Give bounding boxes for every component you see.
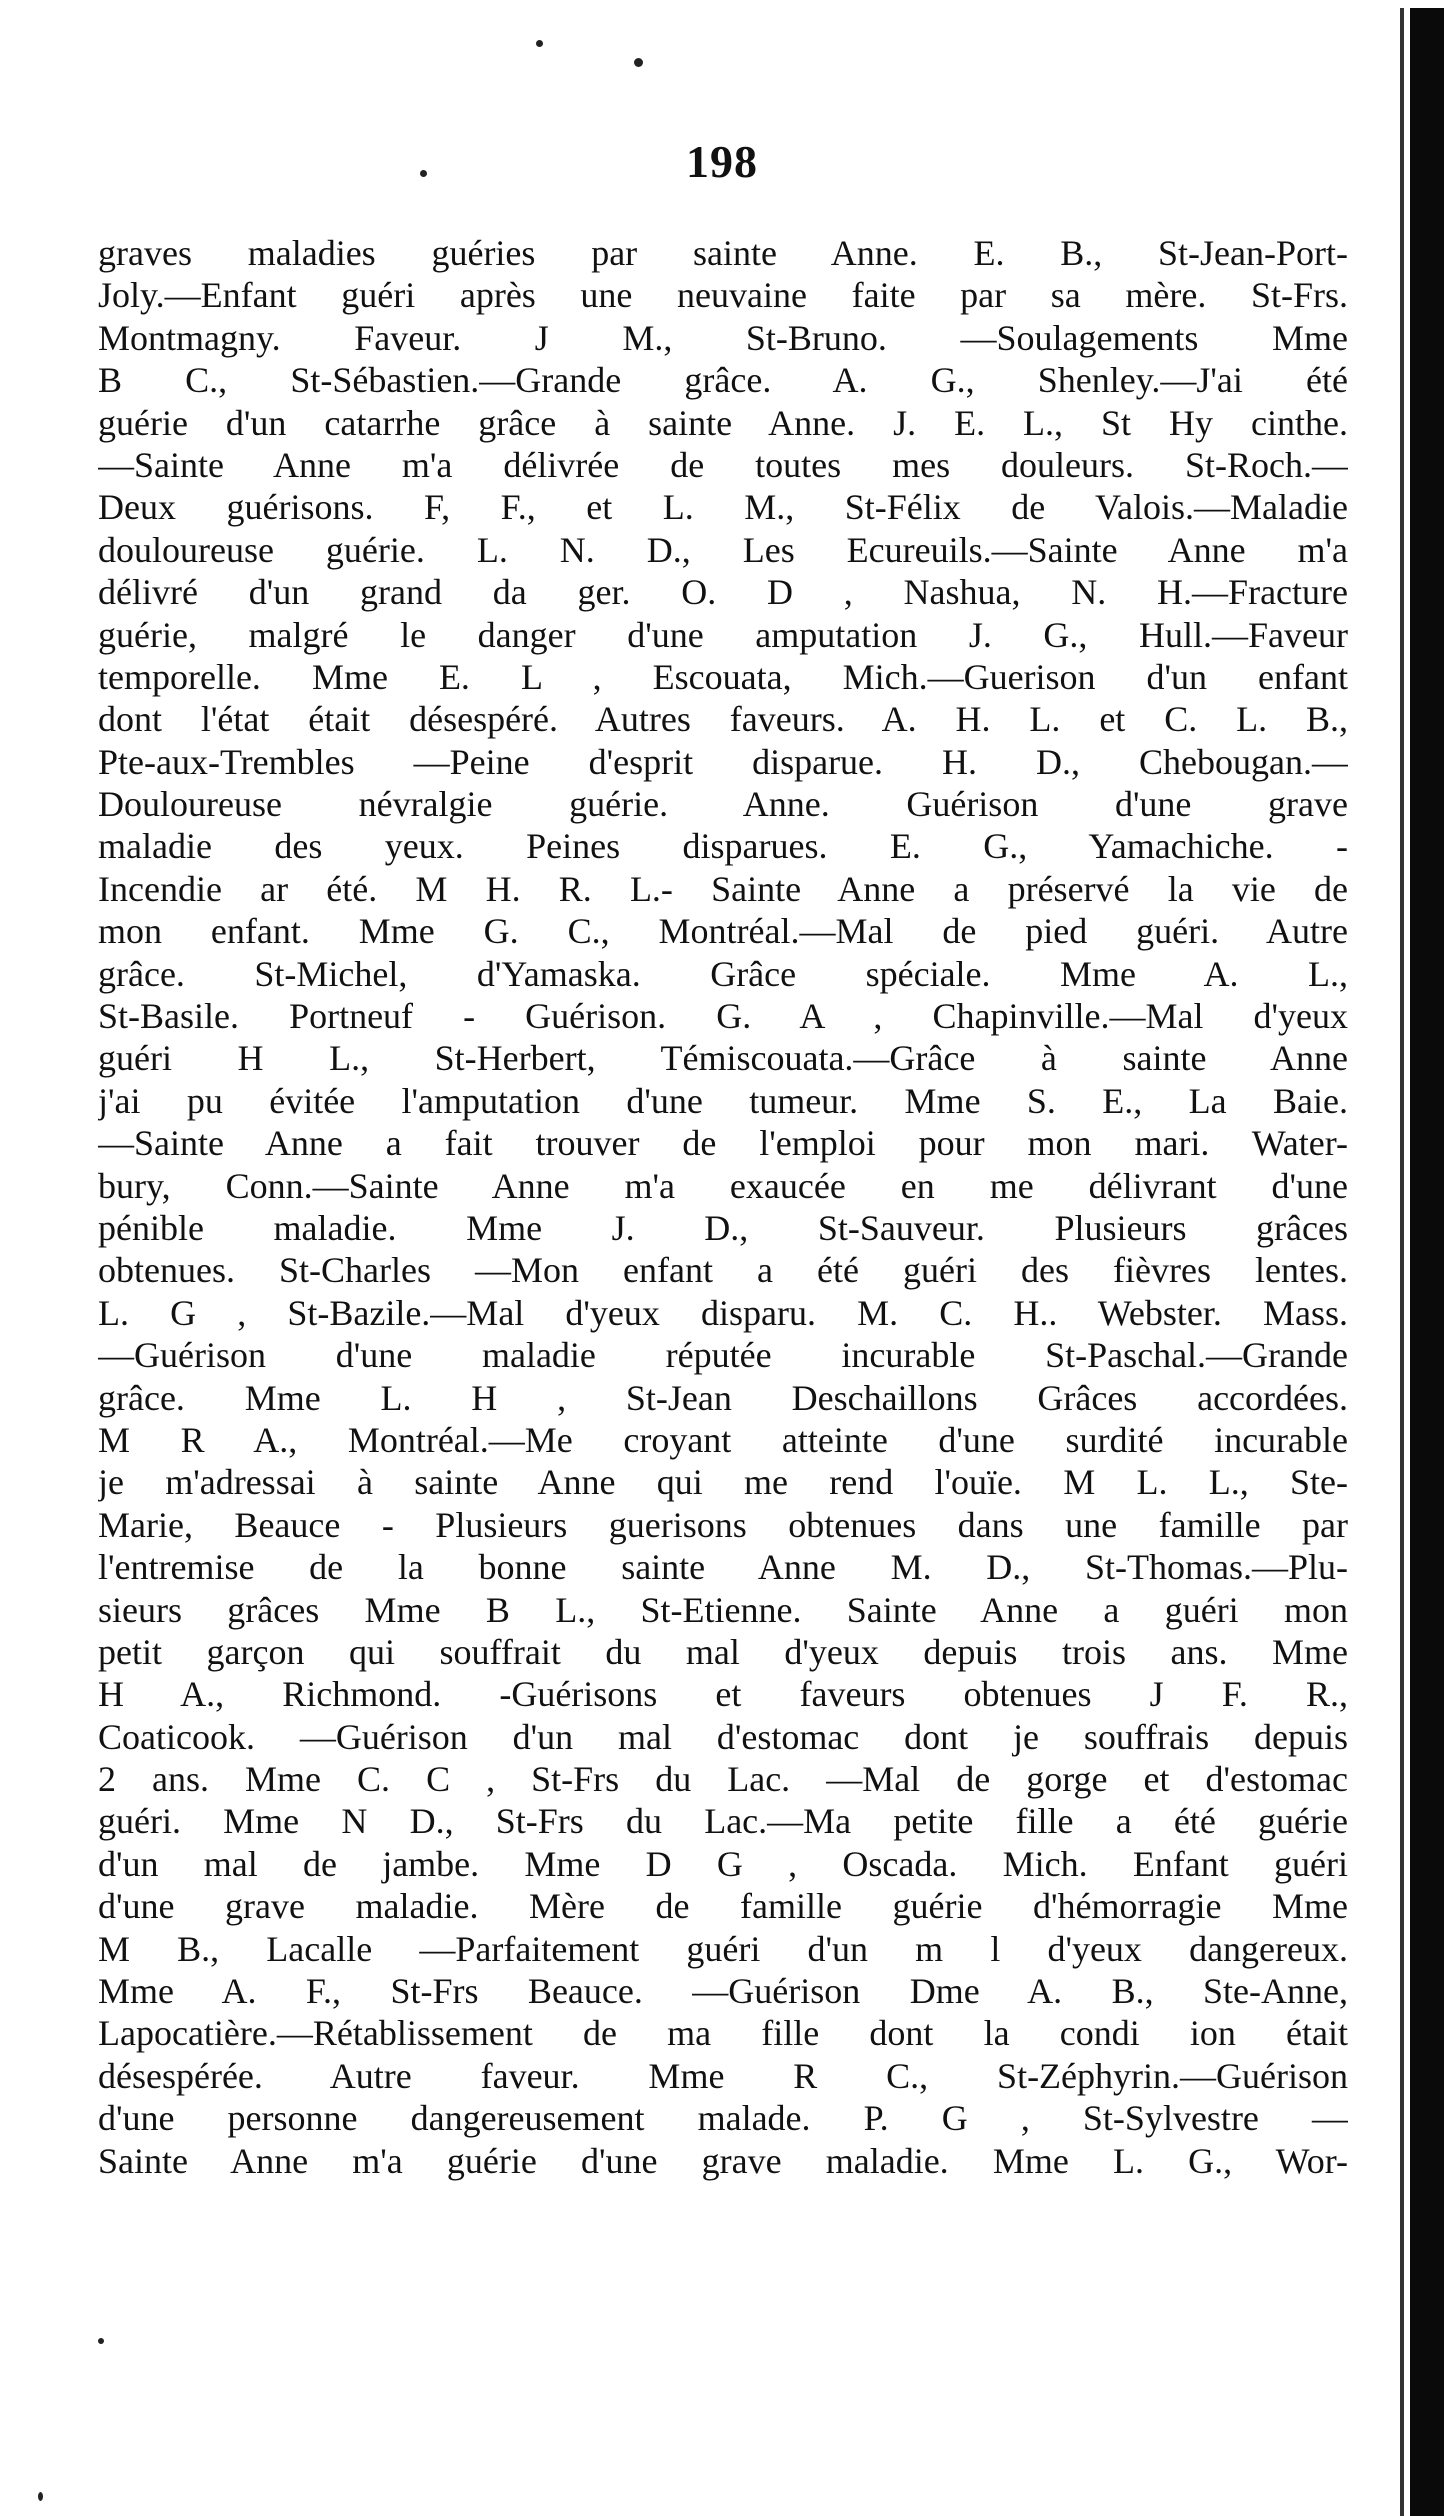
text-line: je m'adressai à sainte Anne qui me rend l'ouïe. M L. L., Ste- <box>98 1462 1348 1503</box>
text-line: petit garçon qui souffrait du mal d'yeux depuis trois ans. Mme <box>98 1631 1348 1672</box>
text-line: 2 ans. Mme C. C , St-Frs du Lac. —Mal de gorge et d'estomac <box>98 1759 1348 1800</box>
text-line: Pte-aux-Trembles —Peine d'esprit disparue. H. D., Chebougan.— <box>98 741 1348 782</box>
text-line: —Guérison d'une maladie réputée incurable St-Paschal.—Grande <box>98 1335 1348 1376</box>
text-line: Incendie ar été. M H. R. L.- Sainte Anne a préservé la vie de <box>98 868 1348 909</box>
speck-mark <box>38 2492 43 2501</box>
speck-mark <box>536 40 543 47</box>
text-line: Douloureuse névralgie guérie. Anne. Guérison d'une grave <box>98 784 1348 825</box>
text-line: sieurs grâces Mme B L., St-Etienne. Sainte Anne a guéri mon <box>98 1589 1348 1630</box>
text-line: pénible maladie. Mme J. D., St-Sauveur. Plusieurs grâces <box>98 1207 1348 1248</box>
text-line: H A., Richmond. -Guérisons et faveurs obtenues J F. R., <box>98 1674 1348 1715</box>
text-line: l'entremise de la bonne sainte Anne M. D., St-Thomas.—Plu- <box>98 1547 1348 1588</box>
text-line: Coaticook. —Guérison d'un mal d'estomac dont je souffrais depuis <box>98 1716 1348 1757</box>
text-line: guéri. Mme N D., St-Frs du Lac.—Ma petite fille a été guérie <box>98 1801 1348 1842</box>
text-line: maladie des yeux. Peines disparues. E. G., Yamachiche. - <box>98 826 1348 867</box>
text-line: désespérée. Autre faveur. Mme R C., St-Zéphyrin.—Guérison <box>98 2055 1348 2096</box>
page-edge-line <box>1400 8 1404 2516</box>
text-line: grâce. Mme L. H , St-Jean Deschaillons Grâces accordées. <box>98 1377 1348 1418</box>
text-line: guéri H L., St-Herbert, Témiscouata.—Grâce à sainte Anne <box>98 1038 1348 1079</box>
text-line: B C., St-Sébastien.—Grande grâce. A. G., Shenley.—J'ai été <box>98 360 1348 401</box>
text-line: M R A., Montréal.—Me croyant atteinte d'une surdité incurable <box>98 1419 1348 1460</box>
text-line: d'une personne dangereusement malade. P. G , St-Sylvestre — <box>98 2098 1348 2139</box>
text-line: Marie, Beauce - Plusieurs guerisons obtenues dans une famille par <box>98 1504 1348 1545</box>
text-line: temporelle. Mme E. L , Escouata, Mich.—Guerison d'un enfant <box>98 656 1348 697</box>
text-line: Deux guérisons. F, F., et L. M., St-Félix de Valois.—Maladie <box>98 487 1348 528</box>
text-line: Montmagny. Faveur. J M., St-Bruno. —Soulagements Mme <box>98 317 1348 358</box>
text-line: graves maladies guéries par sainte Anne. E. B., St-Jean-Port- <box>98 233 1348 273</box>
text-line: Joly.—Enfant guéri après une neuvaine faite par sa mère. St-Frs. <box>98 275 1348 316</box>
text-line: douloureuse guérie. L. N. D., Les Ecureuils.—Sainte Anne m'a <box>98 529 1348 570</box>
text-line: guérie, malgré le danger d'une amputation J. G., Hull.—Faveur <box>98 614 1348 655</box>
text-line: Sainte Anne m'a guérie d'une grave maladie. Mme L. G., Wor- <box>98 2140 1348 2181</box>
text-line: mon enfant. Mme G. C., Montréal.—Mal de pied guéri. Autre <box>98 911 1348 952</box>
text-line: j'ai pu évitée l'amputation d'une tumeur. Mme S. E., La Baie. <box>98 1080 1348 1121</box>
text-line: obtenues. St-Charles —Mon enfant a été guéri des fièvres lentes. <box>98 1250 1348 1291</box>
text-line: St-Basile. Portneuf - Guérison. G. A , Chapinville.—Mal d'yeux <box>98 996 1348 1037</box>
text-line: d'un mal de jambe. Mme D G , Oscada. Mich. Enfant guéri <box>98 1843 1348 1884</box>
text-line: dont l'état était désespéré. Autres faveurs. A. H. L. et C. L. B., <box>98 699 1348 740</box>
text-line: délivré d'un grand da ger. O. D , Nashua, N. H.—Fracture <box>98 572 1348 613</box>
text-line: Lapocatière.—Rétablissement de ma fille dont la condi ion était <box>98 2013 1348 2054</box>
text-line: bury, Conn.—Sainte Anne m'a exaucée en me délivrant d'une <box>98 1165 1348 1206</box>
page-edge-shadow <box>1410 8 1444 2516</box>
text-line: —Sainte Anne m'a délivrée de toutes mes douleurs. St-Roch.— <box>98 444 1348 485</box>
text-line: L. G , St-Bazile.—Mal d'yeux disparu. M. C. H.. Webster. Mass. <box>98 1292 1348 1333</box>
page-number: 198 <box>686 136 758 187</box>
text-line: M B., Lacalle —Parfaitement guéri d'un m l d'yeux dangereux. <box>98 1928 1348 1969</box>
speck-mark <box>634 58 643 67</box>
body-text <box>98 232 1348 2182</box>
text-line: —Sainte Anne a fait trouver de l'emploi pour mon mari. Water- <box>98 1123 1348 1164</box>
text-line: Mme A. F., St-Frs Beauce. —Guérison Dme A. B., Ste-Anne, <box>98 1971 1348 2012</box>
text-line: grâce. St-Michel, d'Yamaska. Grâce spéciale. Mme A. L., <box>98 953 1348 994</box>
text-line: guérie d'un catarrhe grâce à sainte Anne. J. E. L., St Hy cinthe. <box>98 402 1348 443</box>
speck-mark <box>98 2338 104 2344</box>
text-line: d'une grave maladie. Mère de famille guérie d'hémorragie Mme <box>98 1886 1348 1927</box>
